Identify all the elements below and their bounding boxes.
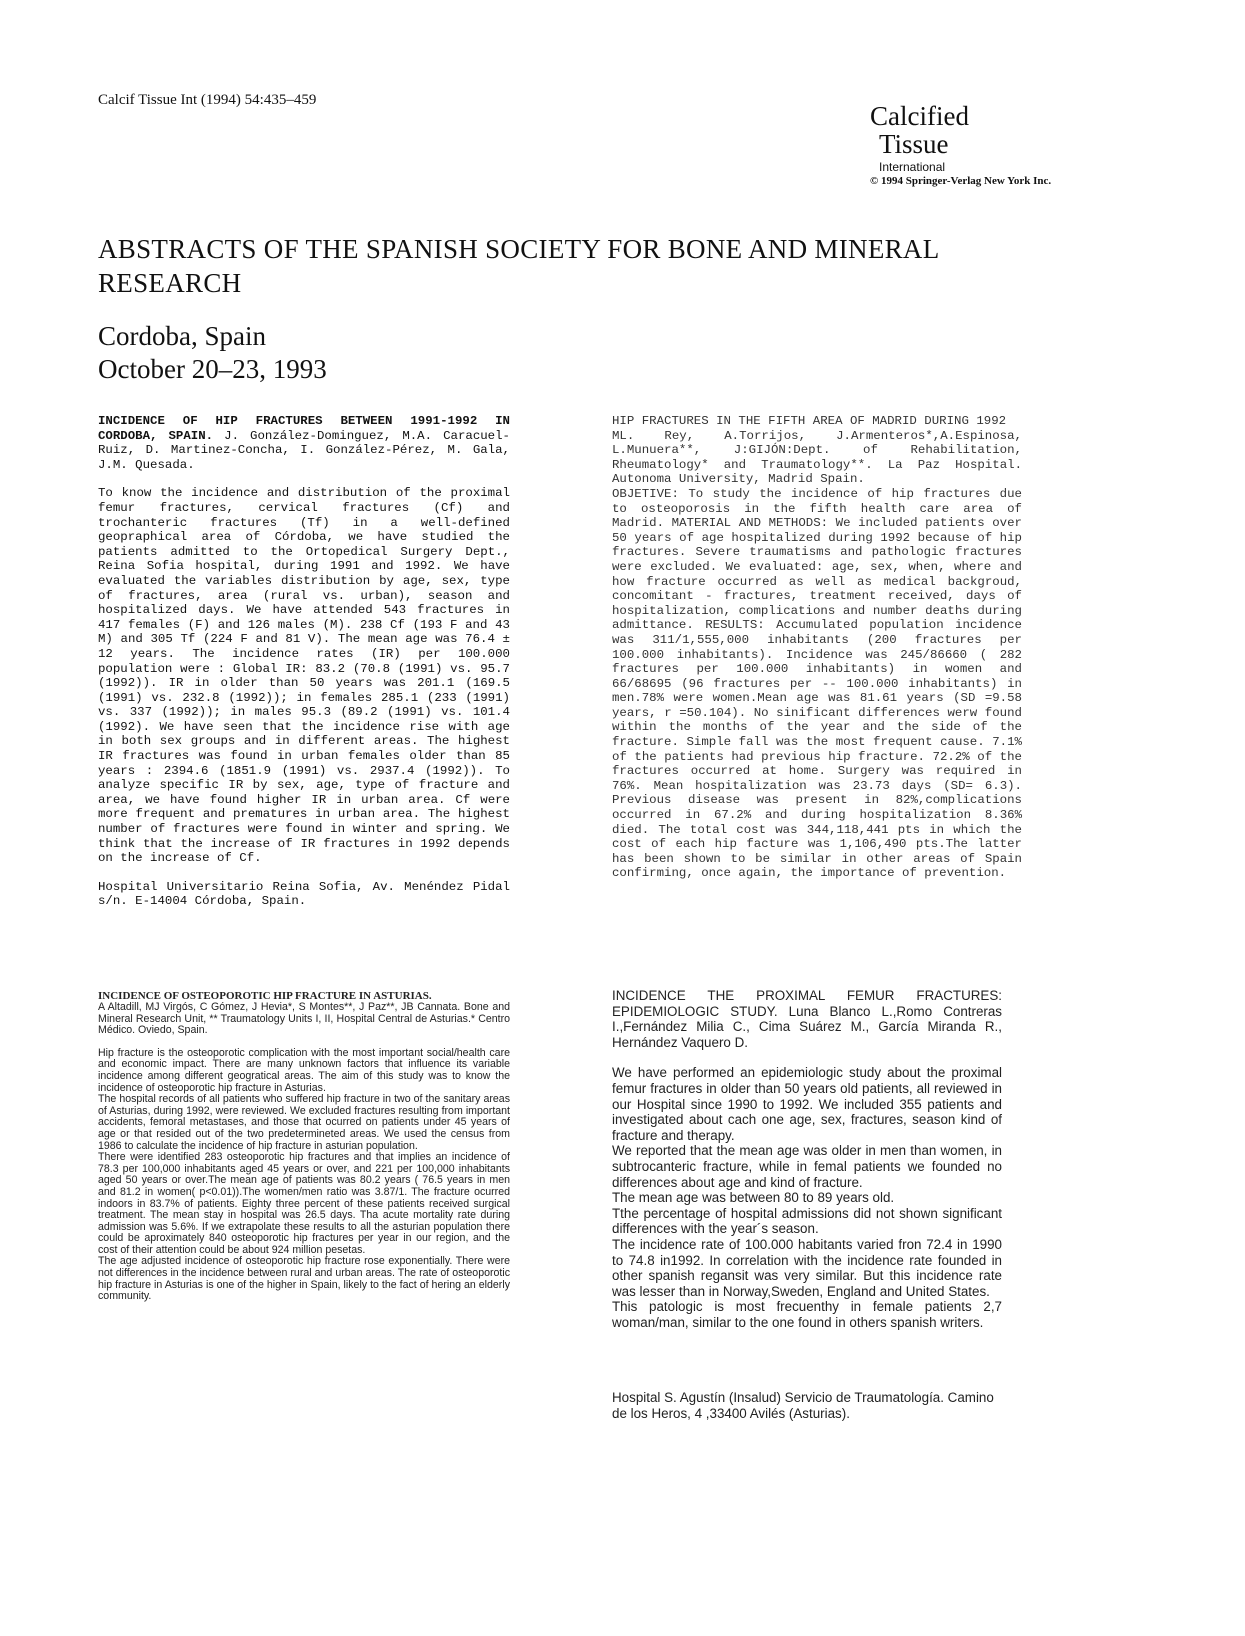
meeting-dates: October 20–23, 1993 <box>98 354 327 384</box>
abstract-body: OBJETIVE: To study the incidence of hip fractures due to osteoporosis in the fifth health care area of Madrid. MATERIAL AND METHODS: We included patients over 50 years of age hospitalized during 1992 because of hip fractures. Severe traumatisms and pathologic fractures were excluded. We evaluated: age, sex, when, where and how fracture occurred as well as medical backgroud, concomitant - fractures, treatment received, days of hospitalization, complications and number deaths during admittance. RESULTS: Accumulated population incidence was 311/1,555,000 inhabitants (200 fractures per 100.000 inhabitants). Incidence was 245/86660 ( 282 fractures per 100.000 inhabitants) in women and 66/68695 (96 fractures per -- 100.000 inhabitants) in men.78% were women.Mean age was 81.61 years (SD =9.58 years, r =50.104). No sinificant differences werw found within the months of the year and the side of the fracture. Simple fall was the most frequent cause. 7.1% of the patients had previous hip fracture. 72.2% of the fractures occurred at home. Surgery was required in 76%. Mean hospitalization was 23.73 days (SD= 6.3). Previous disease was present in 82%,complications occurred in 67.2% and during hospitalization 8.36% died. The total cost was 344,118,441 pts in which the cost of each hip facture was 1,106,490 pts.The latter has been shown to be similar in other areas of Spain confirming, once again, the importance of prevention. <box>612 486 1022 881</box>
logo-line-international: International <box>879 160 946 174</box>
logo-line-calcified: Calcified <box>870 101 969 131</box>
abstract-address: Hospital S. Agustín (Insalud) Servicio de Traumatología. Camino de los Heros, 4 ,33400 Avilés (Asturias). <box>612 1390 994 1422</box>
abstract-paragraph: Tthe percentage of hospital admissions did not shown significant differences with the year´s season. <box>612 1205 1002 1237</box>
abstract-authors: Luna Blanco L.,Romo Contreras I.,Fernández Milia C., Cima Suárez M., García Miranda R., Hernández Vaquero D. <box>612 1003 1002 1050</box>
abstract-paragraph: Hip fracture is the osteoporotic complication with the most important social/health care and economic impact. There are many unknown factors that influence its variable incidence among different geogratical areas. The aim of this study was to know the incidence of osteoporotic hip fracture in Asturias. <box>98 1046 510 1094</box>
abstract-paragraph: The hospital records of all patients who suffered hip fracture in two of the sanitary areas of Asturias, during 1992, were reviewed. We excluded fractures resulting from important accidents, femoral metastases, and those that ocurred on patients under 45 years of age or that resided out of the two predetermineted areas. We used the census from 1986 to calculate the incidence of hip fracture in asturian population. <box>98 1093 510 1152</box>
abstract-authors: A Altadill, MJ Virgós, C Gómez, J Hevia*, S Montes**, J Paz**, JB Cannata. Bone and Mineral Research Unit, ** Traumatology Units I, II, Hospital Central de Asturias.* Centro Médico. Oviedo, Spain. <box>98 1001 510 1037</box>
abstract-authors: ML. Rey, A.Torrijos, J.Armenteros*,A.Espinosa, L.Munuera**, J:GIJÓN:Dept. of Rehabilitation, Rheumatology* and Traumatology**. La Paz Hospital. Autonoma University, Madrid Spain. <box>612 428 1022 487</box>
abstract-title: INCIDENCE OF OSTEOPOROTIC HIP FRACTURE IN ASTURIAS. <box>98 990 432 1002</box>
abstract-paragraph: The mean age was between 80 to 89 years old. <box>612 1190 895 1206</box>
abstract-authors: J. González-Dominguez, M.A. Caracuel-Ruiz, D. Martinez-Concha, I. González-Pérez, M. Gala, J.M. Quesada. <box>98 428 510 472</box>
abstract-header <box>98 990 510 1037</box>
page-title: ABSTRACTS OF THE SPANISH SOCIETY FOR BONE AND MINERAL RESEARCH <box>98 234 939 298</box>
abstract-title: HIP FRACTURES IN THE FIFTH AREA OF MADRID DURING 1992 <box>612 414 1007 428</box>
abstract-paragraph: There were identified 283 osteoporotic hip fractures and that implies an incidence of 78.3 per 100,000 inhabitants aged 45 years or over, and 221 per 100,000 inhabitants aged 50 years or over.The mean age of patients was 80.2 years ( 76.5 years in men and 81.2 in women( p<0.01)).The women/men ratio was 3.87/1. The fracture ocurred indoors in 83.7% of patients. Eighty three percent of these patients received surgical treatment. The mean stay in hospital was 26.5 days. Tha acute mortality rate during admission was 5.6%. If we extrapolate these results to all the asturian population there could be aproximately 840 osteoporotic hip fractures per year in our region, and the cost of their attention could be about 924 million pesetas. <box>98 1151 510 1256</box>
abstract-paragraph: This patologic is most frecuenthy in female patients 2,7 woman/man, similar to the one found in others spanish writers. <box>612 1299 1002 1330</box>
journal-citation: Calcif Tissue Int (1994) 54:435–459 <box>98 92 317 108</box>
abstract-cordoba <box>98 414 510 923</box>
meeting-location: Cordoba, Spain <box>98 321 266 351</box>
abstract-asturias <box>98 990 510 1303</box>
abstract-madrid <box>612 414 1022 881</box>
logo-line-tissue: Tissue <box>879 129 949 159</box>
copyright-notice: © 1994 Springer-Verlag New York Inc. <box>870 175 1052 187</box>
abstract-paragraph: We have performed an epidemiologic study about the proximal femur fractures in older than 50 years old patients, all reviewed in our Hospital since 1990 to 1992. We included 355 patients and investigated about cach one age, sex, fractures, season kind of fracture and therapy. <box>612 1065 1002 1143</box>
abstract-address: Hospital Universitario Reina Sofia, Av. Menéndez Pidal s/n. E-14004 Córdoba, Spain. <box>98 879 510 909</box>
abstract-paragraph: The incidence rate of 100.000 habitants varied fron 72.4 in 1990 to 74.8 in1992. In correlation with the incidence rate founded in other spanish regansit was very similar. But this incidence rate was lesser than in Norway,Sweden, England and United States. <box>612 1236 1002 1299</box>
abstract-header <box>612 988 1002 1050</box>
abstract-paragraph: The age adjusted incidence of osteoporotic hip fracture rose exponentially. There were not differences in the incidence between rural and urban areas. The rate of osteoporotic hip fracture in Asturias is one of the higher in Spain, likely to the fact of hering an elderly community. <box>98 1255 510 1303</box>
abstract-aviles <box>612 988 1002 1422</box>
journal-logo <box>870 102 1100 187</box>
abstract-body: To know the incidence and distribution of the proximal femur fractures, cervical fractures (Cf) and trochanteric fractures (Tf) in a well-defined geopraphical area of Córdoba, we have studied the patients admitted to the Ortopedical Surgery Dept., Reina Sofia hospital, during 1991 and 1992. We have evaluated the variables distribution by age, sex, type of fractures, area (rural vs. urban), season and hospitalized days. We have attended 543 fractures in 417 females (F) and 126 males (M). 238 Cf (193 F and 43 M) and 305 Tf (224 F and 81 V). The mean age was 76.4 ± 12 years. The incidence rates (IR) per 100.000 population were : Global IR: 83.2 (70.8 (1991) vs. 95.7 (1992)). IR in older than 50 years was 201.1 (169.5 (1991) vs. 232.8 (1992)); in females 285.1 (233 (1991) vs. 337 (1992)); in males 95.3 (89.2 (1991) vs. 101.4 (1992). We have seen that the incidence rise with age in both sex groups and in different areas. The highest IR fractures was found in urban females older than 85 years : 2394.6 (1851.9 (1991) vs. 2937.4 (1992)). To analyze specific IR by sex, age, type of fracture and area, we have found higher IR in urban area. Cf were more frequent and prematures in urban area. The highest number of fractures were found in winter and spring. We think that the increase of IR fractures in 1992 depends on the increase of Cf. <box>98 486 510 866</box>
abstract-header <box>98 414 510 472</box>
abstract-title: INCIDENCE THE PROXIMAL FEMUR FRACTURES: EPIDEMIOLOGIC STUDY. <box>612 988 1002 1019</box>
abstract-title: INCIDENCE OF HIP FRACTURES BETWEEN 1991-1992 IN CORDOBA, SPAIN. <box>98 414 510 443</box>
abstract-paragraph: We reported that the mean age was older in men than women, in subtrocanteric fracture, while in femal patients we founded no differences about age and kind of fracture. <box>612 1143 1002 1190</box>
meeting-info <box>98 320 327 386</box>
